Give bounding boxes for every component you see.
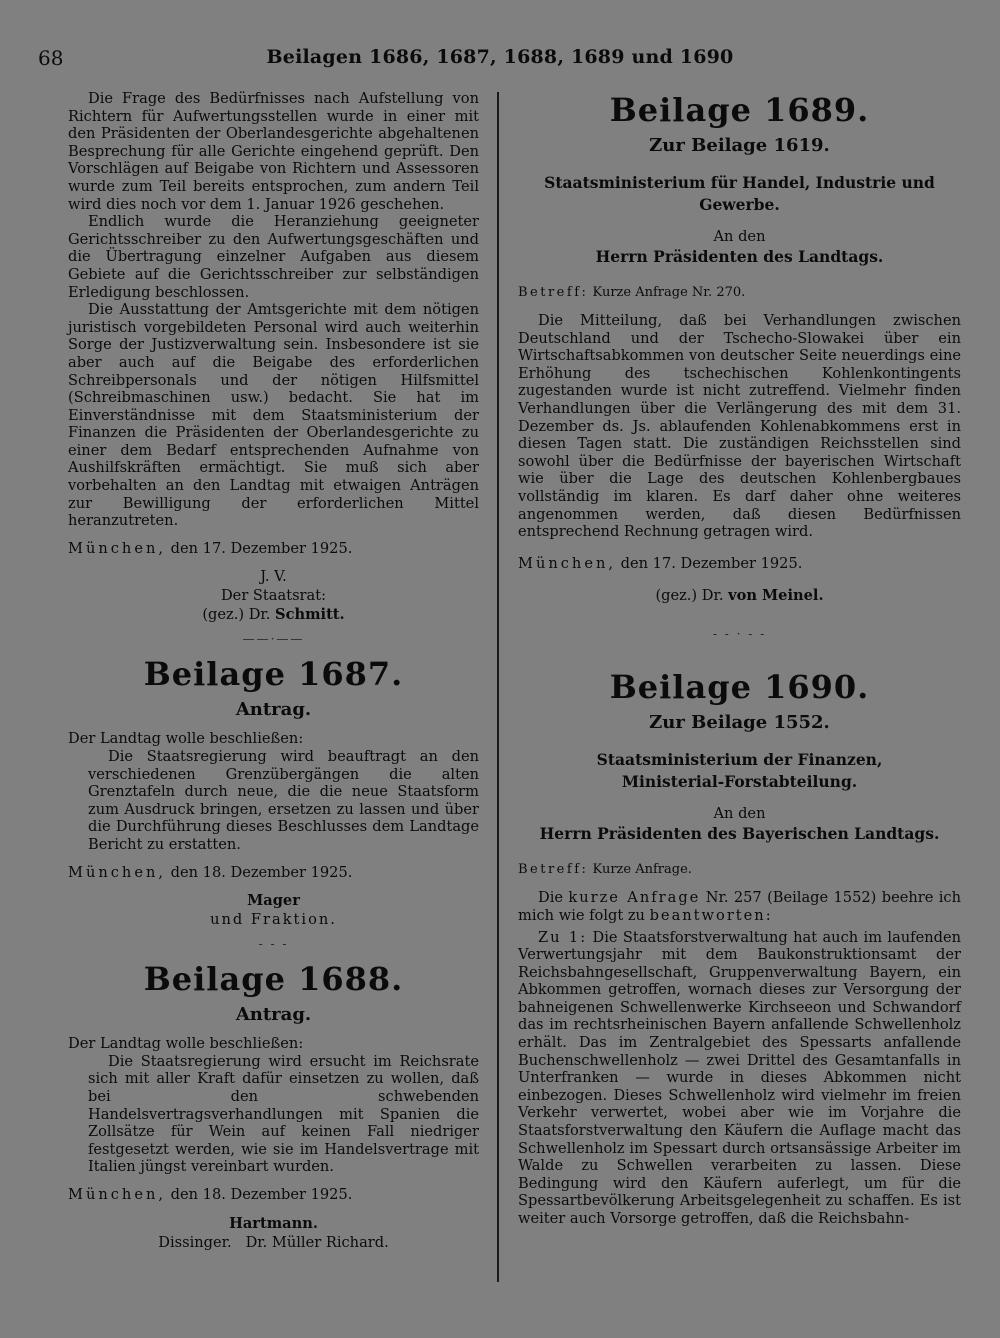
text-run-spaced: beantworten: <box>649 906 773 924</box>
text-run: Die Staatsforstverwaltung hat auch im laufenden Verwertungsjahr mit dem Baukonstruktionsamt der Reichsbahngesellschaft, Gruppenverwaltung Bayern, ein Abkommen getroffen, wornach dieses zur Versorgung der bahneigenen Schwellenwerke Kirchseeon und Schwandorf das im rechtsrheinischen Bayern anfallende Schwellenholz erhält. Das im Zentralgebiet des Spessarts anfallende Buchenschwellenholz — zwei Drittel des Gesamtanfalls in Unterfranken — wurde in dieses Abkommen nicht einbezogen. Dieses Schwellenholz wird vielmehr im freien Verkehr verwertet, wobei aber wie im Vorjahre die Staatsforstverwaltung den Käufern die Auflage macht das Schwellenholz im Spessart durch ortsansässige Arbeiter im Walde zu Schwellen verarbeiten zu lassen. Diese Bedingung wird den Käufern auferlegt, um für die Spessartbevölkerung Arbeitsgelegenheit zu schaffen. Es ist weiter auch Vorsorge getroffen, daß die Reichsbahn- <box>518 928 961 1227</box>
right-column <box>518 90 961 1228</box>
addressee-prefix: An den <box>713 228 766 245</box>
subject-label: Betreff: <box>518 862 589 878</box>
paragraph <box>518 929 961 1228</box>
motion-text: Die Staatsregierung wird ersucht im Reichsrate sich mit aller Kraft dafür einsetzen zu wollen, daß bei den schwebenden Handelsvertragsverhandlungen mit Spanien die Zollsätze für Wein auf keinen Fall niedriger festgesetzt werden, wie sie im Handelsvertrage mit Italien jüngst vereinbart wurden. <box>88 1052 479 1176</box>
left-column <box>68 90 479 1252</box>
date-text: den 18. Dezember 1925. <box>166 1185 353 1203</box>
beilage-title: Beilage 1690. <box>609 668 870 707</box>
addressee: Herrn Präsidenten des Landtags. <box>595 247 884 266</box>
section-separator: ——·—— <box>242 632 305 647</box>
signature-block <box>68 567 479 624</box>
signature-line: J. V. <box>260 568 287 586</box>
subject-label: Betreff: <box>518 285 589 300</box>
signature-name: Schmitt. <box>275 606 345 624</box>
addressee: Herrn Präsidenten des Bayerischen Landtags. <box>539 824 940 844</box>
ministry-subheading: Ministerial-Forstabteilung. <box>621 772 858 792</box>
motion-text: Die Staatsregierung wird beauftragt an den verschiedenen Grenzübergängen die alten Grenztafeln durch neue, die die neue Staatsform zum Ausdruck bringen, ersetzen zu lassen und über die Durchführung dieses Beschlusses dem Landtage Bericht zu erstatten. <box>88 748 479 853</box>
beilage-subtitle: Zur Beilage 1619. <box>649 135 830 156</box>
date-text: den 18. Dezember 1925. <box>166 863 353 881</box>
paragraph: Endlich wurde die Heranziehung geeigneter Gerichtsschreiber zu den Aufwertungsgeschäften und die Übertragung einzelner Aufgaben aus diesem Gebiete auf die Gerichtsschreiber zur selbständigen Erledigung beschlossen. <box>68 213 479 301</box>
date-line <box>68 1186 479 1204</box>
section-separator: - - - <box>258 937 289 952</box>
date-text: den 17. Dezember 1925. <box>616 554 803 572</box>
signature-line: Dissinger. Dr. Müller Richard. <box>158 1233 389 1251</box>
signature-name: von Meinel. <box>728 587 824 605</box>
column-divider <box>497 92 499 1282</box>
subject-text: Kurze Anfrage Nr. 270. <box>588 285 746 300</box>
date-line <box>518 555 961 573</box>
date-line <box>68 540 479 558</box>
paragraph <box>518 889 961 924</box>
addressee-prefix: An den <box>713 805 766 823</box>
page-number: 68 <box>38 46 64 70</box>
date-line <box>68 864 479 882</box>
signature-line <box>68 605 479 624</box>
beilage-title: Beilage 1687. <box>143 655 404 694</box>
ministry-heading: Staatsministerium der Finanzen, <box>596 750 883 770</box>
text-run: Die <box>538 889 569 907</box>
running-title: Beilagen 1686, 1687, 1688, 1689 und 1690 <box>266 46 734 68</box>
beilage-subtitle: Antrag. <box>235 699 312 721</box>
point-label: Zu 1: <box>538 928 588 946</box>
signature-block <box>68 891 479 929</box>
text-run: Nr. 257 (Beilage 1552) beehre ich mich wie folgt zu <box>518 889 961 924</box>
signature-prefix: (gez.) Dr. <box>655 587 729 605</box>
signature-name: Mager <box>247 892 300 910</box>
date-city: München, <box>68 1185 166 1203</box>
beilage-title: Beilage 1688. <box>143 960 404 999</box>
signature-block <box>68 1214 479 1252</box>
motion-intro: Der Landtag wolle beschließen: <box>68 730 304 748</box>
paragraph: Die Ausstattung der Amtsgerichte mit dem nötigen juristisch vorgebildeten Personal wird auch weiterhin Sorge der Justizverwaltung sein. Insbesondere ist sie aber auch auf die Beigabe des erforderlichen Schreibpersonals und der nötigen Hilfsmittel (Schreibmaschinen usw.) bedacht. Sie hat im Einverständnisse mit dem Staatsministerium der Finanzen die Präsidenten der Oberlandesgerichte zu einer dem Bedarf entsprechenden Aufnahme von Aushilfskräften ermächtigt. Sie muß sich aber vorbehalten an den Landtag mit etwaigen Anträgen zur Bewilligung der erforderlichen Mittel heranzutreten. <box>68 301 479 530</box>
beilage-subtitle: Zur Beilage 1552. <box>649 712 830 734</box>
text-run-spaced: kurze Anfrage <box>568 889 701 907</box>
date-text: den 17. Dezember 1925. <box>166 539 353 557</box>
signature-line: Der Staatsrat: <box>220 587 327 605</box>
date-city: München, <box>68 863 166 881</box>
beilage-subtitle: Antrag. <box>235 1004 312 1026</box>
signature-name: Hartmann. <box>229 1214 318 1232</box>
page-header <box>0 46 1000 76</box>
subject-line <box>518 284 961 302</box>
date-city: München, <box>68 539 166 557</box>
motion-intro: Der Landtag wolle beschließen: <box>68 1035 304 1053</box>
paragraph: Die Frage des Bedürfnisses nach Aufstellung von Richtern für Aufwertungsstellen wurde in einer mit den Präsidenten der Oberlandesgerichte abgehaltenen Besprechung für alle Gerichte eingehend geprüft. Den Vorschlägen auf Beigabe von Richtern und Assessoren wurde zum Teil bereits entsprochen, zum andern Teil wird dies noch vor dem 1. Januar 1926 geschehen. <box>68 90 479 213</box>
section-separator: - - · - - <box>712 627 767 642</box>
beilage-title: Beilage 1689. <box>609 91 870 129</box>
signature-prefix: (gez.) Dr. <box>202 606 276 624</box>
subject-line <box>518 861 961 879</box>
date-city: München, <box>518 554 616 572</box>
subject-text: Kurze Anfrage. <box>588 862 692 878</box>
signature-block <box>518 586 961 605</box>
paragraph: Die Mitteilung, daß bei Verhandlungen zwischen Deutschland und der Tschecho-Slowakei über ein Wirtschaftsabkommen von deutscher Seite neuerdings eine Erhöhung des tschechischen Kohlenkontingents zugestanden wurde ist nicht zutreffend. Vielmehr finden Verhandlungen über die Verlängerung des mit dem 31. Dezember ds. Js. ablaufenden Kohlenabkommens erst in diesen Tagen statt. Die zuständigen Reichsstellen sind sowohl über die Bedürfnisse der bayerischen Wirtschaft wie über die Lage des deutschen Kohlenbergbaues vollständig im klaren. Es darf daher ohne weiteres angenommen werden, daß diesen Bedürfnissen entsprechend Rechnung getragen wird. <box>518 312 961 541</box>
ministry-heading: Staatsministerium für Handel, Industrie und Gewerbe. <box>544 173 935 214</box>
signature-line: und Fraktion. <box>210 911 337 929</box>
signature-line <box>518 586 961 605</box>
